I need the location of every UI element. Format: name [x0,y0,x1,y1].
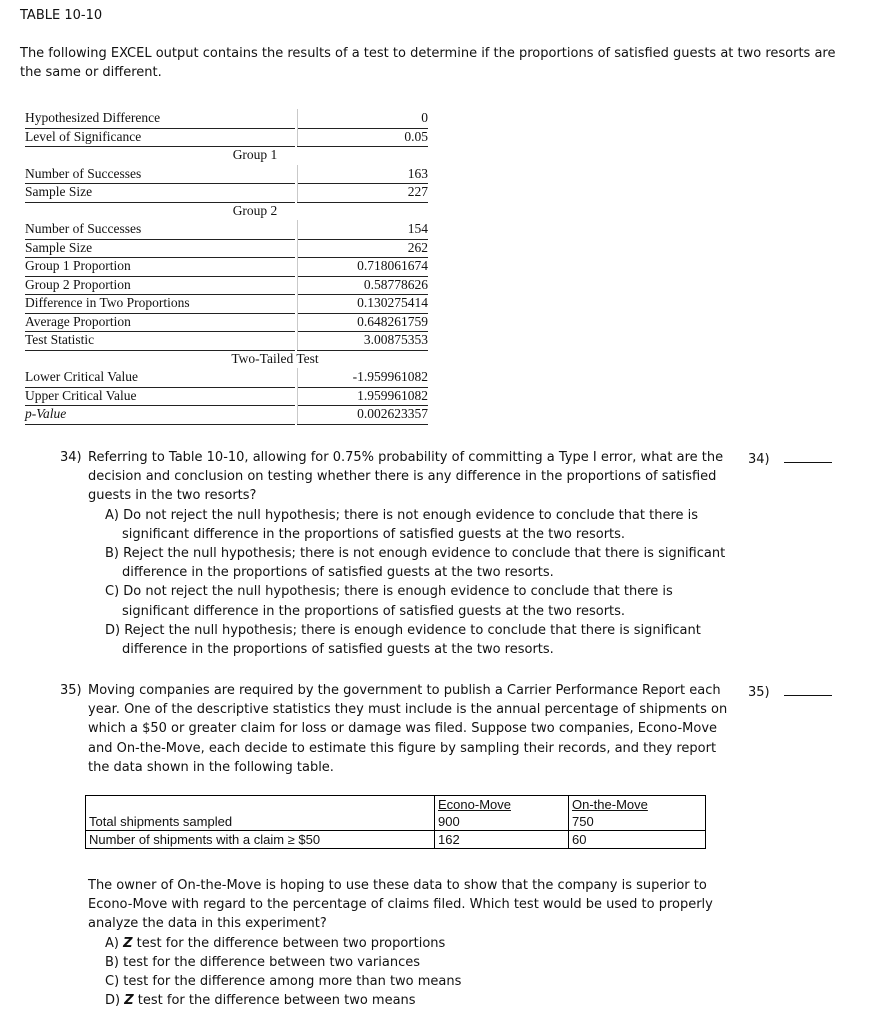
excel-row [25,165,430,184]
excel-label: Sample Size [25,183,295,203]
shipments-table [85,795,706,849]
excel-value: 0.05 [297,128,428,148]
question-number: 35) [60,683,82,698]
answer-option-a: A) Z test for the difference between two proportions [105,935,446,951]
excel-value: 0.002623357 [297,405,428,425]
excel-value: 0.58778626 [297,276,428,296]
table-row [86,796,706,814]
answer-option-a: A) Do not reject the null hypothesis; there is not enough evidence to conclude that there is significant difference in the proportions of satisfied guests at the two resorts. [105,507,699,542]
table-cell: Total shipments sampled [86,813,435,831]
excel-value: 154 [297,220,428,240]
excel-label: Group 2 Proportion [25,276,295,296]
excel-value: 0.648261759 [297,313,428,333]
excel-row [25,294,430,313]
excel-label: Average Proportion [25,313,295,333]
excel-group-header: Group 1 [232,147,278,162]
table-title: TABLE 10-10 [20,8,103,23]
excel-label: Lower Critical Value [25,368,295,388]
question-stem: Moving companies are required by the government to publish a Carrier Performance Report each year. One of the descriptive statistics they must include is the annual percentage of shipments on which a $50 or greater claim for loss or damage was filed. Suppose two companies, Econo-Move and On-the-Move, each decide to estimate this figure by sampling their records, and they report the data shown in the following table. [88,683,728,775]
excel-value: 262 [297,239,428,259]
question-35 [60,681,730,777]
excel-label: Group 1 Proportion [25,257,295,277]
excel-value: 3.00875353 [297,331,428,351]
answer-option-c: C) Do not reject the null hypothesis; there is enough evidence to conclude that there is significant difference in the proportions of satisfied guests at the two resorts. [105,584,673,619]
question-number: 34) [60,450,82,465]
excel-value: 0.130275414 [297,294,428,314]
excel-label: Hypothesized Difference [25,109,295,129]
excel-label: Test Statistic [25,331,295,351]
excel-group-header: Two-Tailed Test [231,350,319,366]
table-row [86,813,706,831]
excel-row [25,257,430,276]
excel-row [25,276,430,295]
excel-value: 1.959961082 [297,387,428,407]
excel-row [25,331,430,350]
answer-option-d: D) Z test for the difference between two means [105,993,416,1009]
answer-option-c: C) test for the difference among more than two means [105,974,462,990]
table-header-cell [86,796,435,814]
table-cell: 162 [435,831,569,849]
excel-row [25,387,430,406]
table-header-cell: On-the-Move [569,796,706,814]
excel-label: Level of Significance [25,128,295,148]
answer-option-b: B) test for the difference between two variances [105,954,421,970]
excel-value: -1.959961082 [297,368,428,388]
excel-label: Number of Successes [25,220,295,240]
question-34 [60,448,730,659]
excel-label: Upper Critical Value [25,387,295,407]
table-cell: Number of shipments with a claim ≥ $50 [86,831,435,849]
excel-label: Difference in Two Proportions [25,294,295,314]
table-cell: 60 [569,831,706,849]
excel-label: p-Value [25,405,295,425]
excel-label: Number of Successes [25,165,295,185]
excel-row [25,368,430,387]
excel-label: Sample Size [25,239,295,259]
excel-value: 0 [297,109,428,129]
excel-row [25,128,430,147]
answer-blank-35: 35) [748,683,832,700]
excel-group-header: Group 2 [232,202,278,218]
excel-row [25,109,430,128]
excel-value: 163 [297,165,428,185]
table-cell: 750 [569,813,706,831]
question-35-followup [88,876,728,1010]
excel-row [25,183,430,202]
table-row [86,831,706,849]
answer-blank-34: 34) [748,450,832,467]
followup-text: The owner of On-the-Move is hoping to use these data to show that the company is superior to Econo-Move with regard to the percentage of claims filed. Which test would be used to properly analyze the data in this experiment? [88,878,713,932]
excel-row [25,405,430,424]
excel-row [25,313,430,332]
question-stem: Referring to Table 10-10, allowing for 0.75% probability of committing a Type I error, what are the decision and conclusion on testing whether there is any difference in the proportions of satisfied guests in the two resorts? [88,450,724,504]
excel-value: 227 [297,183,428,203]
answer-option-b: B) Reject the null hypothesis; there is not enough evidence to conclude that there is significant difference in the proportions of satisfied guests at the two resorts. [105,546,726,581]
excel-row [25,220,430,239]
excel-value: 0.718061674 [297,257,428,277]
table-cell: 900 [435,813,569,831]
intro-text: The following EXCEL output contains the results of a test to determine if the proportions of satisfied guests at two resorts are the same or different. [20,46,836,80]
excel-row [25,239,430,258]
table-header-cell: Econo-Move [435,796,569,814]
excel-output [25,109,430,424]
answer-option-d: D) Reject the null hypothesis; there is enough evidence to conclude that there is significant difference in the proportions of satisfied guests at the two resorts. [105,622,701,658]
